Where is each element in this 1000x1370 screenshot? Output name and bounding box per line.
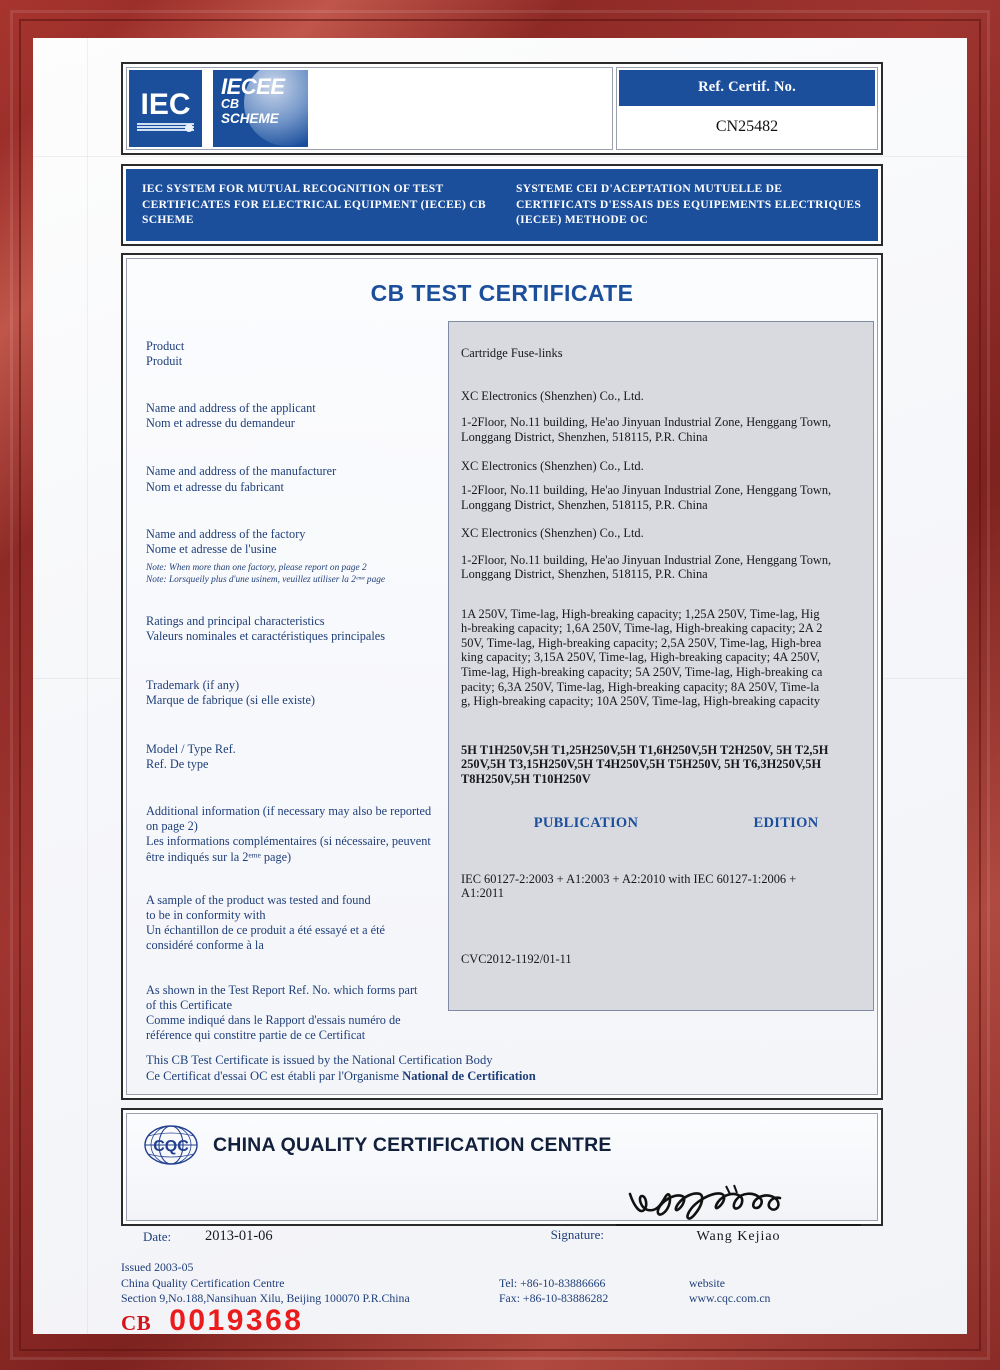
- value-ratings-line: 50V, Time-lag, High-breaking capacity; 2,5A 250V, Time-lag, High-brea: [461, 635, 822, 650]
- certificate-header: [121, 62, 883, 155]
- signature-box: [616, 1180, 861, 1245]
- issued-by-fr-bold: National de Certification: [402, 1069, 536, 1084]
- value-ratings-line: Time-lag, High-breaking capacity; 5A 250V, Time-lag, High-breaking ca: [461, 665, 823, 680]
- page-title: CB TEST CERTIFICATE: [370, 279, 634, 306]
- value-ratings-line: pacity; 6,3A 250V, Time-lag, High-breaking capacity; 8A 250V, Time-la: [461, 679, 820, 694]
- publication-header: PUBLICATION: [533, 814, 639, 831]
- iecee-logo-cb-text: CB: [221, 97, 240, 111]
- label-factory-fr: Nome et adresse de l'usine: [146, 541, 277, 556]
- footer-tel: Tel: +86-10-83886666: [499, 1275, 606, 1290]
- footer-website-value[interactable]: www.cqc.com.cn: [689, 1291, 771, 1306]
- label-trademark: [146, 678, 444, 708]
- cb-serial-number: [121, 1303, 883, 1337]
- iecee-logo-scheme-text: SCHEME: [221, 111, 279, 126]
- label-manufacturer-fr: Nom et adresse du fabricant: [146, 479, 284, 494]
- value-ratings-line: h-breaking capacity; 1,6A 250V, Time-lag, High-breaking capacity; 2A 2: [461, 621, 823, 636]
- label-sample-conformity: [146, 893, 444, 954]
- issued-by-block: [141, 1043, 863, 1084]
- value-standard-line-2: A1:2011: [461, 886, 504, 901]
- cqc-name: CHINA QUALITY CERTIFICATION CENTRE: [213, 1133, 612, 1156]
- ref-certif-no-box: [616, 67, 878, 150]
- label-model-type-ref: [146, 742, 444, 772]
- value-trademark: [461, 709, 861, 735]
- cqc-logo-icon: [143, 1124, 199, 1166]
- factory-note-en: Note: When more than one factory, please report on page 2: [146, 563, 367, 574]
- ref-certif-no-value: CN25482: [619, 106, 875, 147]
- date-value: 2013-01-06: [205, 1228, 273, 1245]
- value-applicant-address-line-1: 1-2Floor, No.11 building, He'ao Jinyuan Industrial Zone, Henggang Town,: [461, 415, 832, 430]
- value-ratings: [461, 607, 861, 709]
- certificate-footer: [121, 1260, 883, 1337]
- value-standard: [461, 872, 861, 901]
- issuing-body-block: [121, 1108, 883, 1245]
- label-ratings: [146, 614, 444, 644]
- footer-fax: Fax: +86-10-83886282: [499, 1291, 609, 1306]
- value-applicant-name: XC Electronics (Shenzhen) Co., Ltd.: [461, 388, 644, 403]
- value-factory-address-line-1: 1-2Floor, No.11 building, He'ao Jinyuan Industrial Zone, Henggang Town,: [461, 552, 832, 567]
- value-standard-line-1: IEC 60127-2:2003 + A1:2003 + A2:2010 with IEC 60127-1:2006 +: [461, 871, 797, 886]
- edition-header: EDITION: [753, 814, 819, 831]
- footer-issued: Issued 2003-05: [121, 1260, 194, 1274]
- label-manufacturer: [146, 464, 444, 494]
- value-ratings-line: 1A 250V, Time-lag, High-breaking capacity; 1,25A 250V, Time-lag, Hig: [461, 606, 820, 621]
- iecee-cb-scheme-logo-icon: [213, 70, 308, 147]
- label-sample-en-2: to be in conformity with: [146, 907, 266, 922]
- label-product-en: Product: [146, 338, 185, 353]
- banner-text-french: SYSTEME CEI D'ACEPTATION MUTUELLE DE CERTIFICATS D'ESSAIS DES EQUIPEMENTS ELECTRIQUES (IECEE) METHODE OC: [516, 182, 862, 226]
- label-additional-fr: Les informations complémentaires (si nécessaire, peuvent être indiqués sur la 2ᵉᵐᵉ page): [146, 834, 431, 864]
- value-model-type-ref: [461, 743, 861, 787]
- footer-address: Section 9,No.188,Nansihuan Xilu, Beijing 100070 P.R.China: [121, 1291, 410, 1306]
- ref-certif-no-label: Ref. Certif. No.: [619, 70, 875, 106]
- iec-logo-text: IEC: [140, 87, 191, 121]
- value-model-line: 5H T1H250V,5H T1,25H250V,5H T1,6H250V,5H T2H250V, 5H T2,5H: [461, 742, 829, 757]
- value-test-report-ref: CVC2012-1192/01-11: [461, 951, 572, 966]
- issued-by-en: This CB Test Certificate is issued by the National Certification Body: [146, 1053, 493, 1068]
- banner-text-english: IEC SYSTEM FOR MUTUAL RECOGNITION OF TEST CERTIFICATES FOR ELECTRICAL EQUIPMENT (IECEE) CB SCHEME: [142, 182, 486, 226]
- value-model-line: 250V,5H T3,15H250V,5H T4H250V,5H T5H250V, 5H T6,3H250V,5H: [461, 757, 822, 772]
- cb-serial-digits: 0019368: [169, 1303, 304, 1337]
- label-column: [141, 321, 444, 1044]
- footer-org: China Quality Certification Centre: [121, 1275, 285, 1290]
- label-test-report-ref: [146, 983, 444, 1044]
- paper-fold-line: [87, 38, 88, 1334]
- label-factory-en: Name and address of the factory: [146, 526, 306, 541]
- value-applicant-address: [461, 415, 861, 444]
- label-trademark-fr: Marque de fabrique (si elle existe): [146, 693, 316, 708]
- label-report-fr-2: référence qui constitre partie de ce Certificat: [146, 1028, 366, 1043]
- cb-serial-prefix: CB: [121, 1310, 152, 1335]
- label-manufacturer-en: Name and address of the manufacturer: [146, 464, 337, 479]
- logo-group: [129, 70, 308, 147]
- value-ratings-line: g, High-breaking capacity; 10A 250V, Time-lag, High-breaking capacity: [461, 694, 821, 709]
- label-additional-en: Additional information (if necessary may also be reported on page 2): [146, 803, 432, 834]
- label-report-en-1: As shown in the Test Report Ref. No. which forms part: [146, 982, 418, 997]
- factory-note: [146, 562, 444, 587]
- value-product: Cartridge Fuse-links: [461, 345, 563, 360]
- certificate-document: [121, 62, 883, 1245]
- certificate-paper: [33, 38, 967, 1337]
- label-applicant-en: Name and address of the applicant: [146, 400, 316, 415]
- label-model-fr: Ref. De type: [146, 756, 209, 771]
- iec-logo-dot: [185, 124, 193, 132]
- label-factory: [146, 527, 444, 557]
- scheme-banner: [121, 164, 883, 246]
- value-manufacturer-address-line-2: Longgang District, Shenzhen, 518115, P.R. China: [461, 497, 708, 512]
- handwritten-signature-icon: [616, 1180, 861, 1224]
- factory-note-fr: Note: Lorsqueily plus d'une usinem, veuillez utiliser la 2ᵉᵐᵉ page: [146, 575, 386, 586]
- iecee-logo-text: IECEE: [221, 74, 285, 99]
- issued-by-fr: [146, 1068, 863, 1084]
- label-ratings-fr: Valeurs nominales et caractéristiques principales: [146, 628, 386, 643]
- value-factory-name: XC Electronics (Shenzhen) Co., Ltd.: [461, 526, 644, 541]
- value-factory-address: [461, 553, 861, 582]
- signature-label: Signature:: [550, 1227, 604, 1243]
- label-additional-information: [146, 804, 444, 865]
- certificate-body: [121, 253, 883, 1101]
- label-product: [146, 339, 444, 369]
- issued-by-fr-plain: Ce Certificat d'essai OC est établi par l'Organisme: [146, 1069, 403, 1084]
- value-factory-address-line-2: Longgang District, Shenzhen, 518115, P.R. China: [461, 567, 708, 582]
- logo-spacer: [202, 70, 213, 147]
- label-sample-fr-2: considéré conforme à la: [146, 938, 264, 953]
- cqc-globe-icon: [143, 1124, 199, 1166]
- label-report-fr-1: Comme indiqué dans le Rapport d'essais numéro de: [146, 1012, 401, 1027]
- label-trademark-en: Trademark (if any): [146, 678, 240, 693]
- label-ratings-en: Ratings and principal characteristics: [146, 613, 325, 628]
- values-panel: [448, 321, 874, 1011]
- value-applicant-address-line-2: Longgang District, Shenzhen, 518115, P.R. China: [461, 429, 708, 444]
- value-manufacturer-address: [461, 483, 861, 512]
- label-applicant-fr: Nom et adresse du demandeur: [146, 416, 295, 431]
- signature-name: Wang Kejiao: [696, 1229, 781, 1245]
- label-model-en: Model / Type Ref.: [146, 741, 236, 756]
- label-report-en-2: of this Certificate: [146, 997, 233, 1012]
- label-sample-fr-1: Un échantillon de ce produit a été essayé et a été: [146, 923, 385, 938]
- footer-website-label: website: [689, 1275, 726, 1290]
- value-ratings-line: king capacity; 3,15A 250V, Time-lag, High-breaking capacity; 4A 250V,: [461, 650, 820, 665]
- value-model-line: T8H250V,5H T10H250V: [461, 772, 591, 787]
- value-manufacturer-address-line-1: 1-2Floor, No.11 building, He'ao Jinyuan Industrial Zone, Henggang Town,: [461, 482, 832, 497]
- logo-panel: [126, 67, 613, 150]
- header-blank-area: [308, 70, 610, 147]
- label-applicant: [146, 401, 444, 431]
- value-manufacturer-name: XC Electronics (Shenzhen) Co., Ltd.: [461, 458, 644, 473]
- label-product-fr: Produit: [146, 353, 183, 368]
- svg-text:CQC: CQC: [153, 1138, 189, 1156]
- label-sample-en-1: A sample of the product was tested and found: [146, 892, 371, 907]
- iec-logo-icon: [129, 70, 202, 147]
- publication-edition-header: [461, 815, 861, 832]
- date-label: Date:: [143, 1229, 172, 1245]
